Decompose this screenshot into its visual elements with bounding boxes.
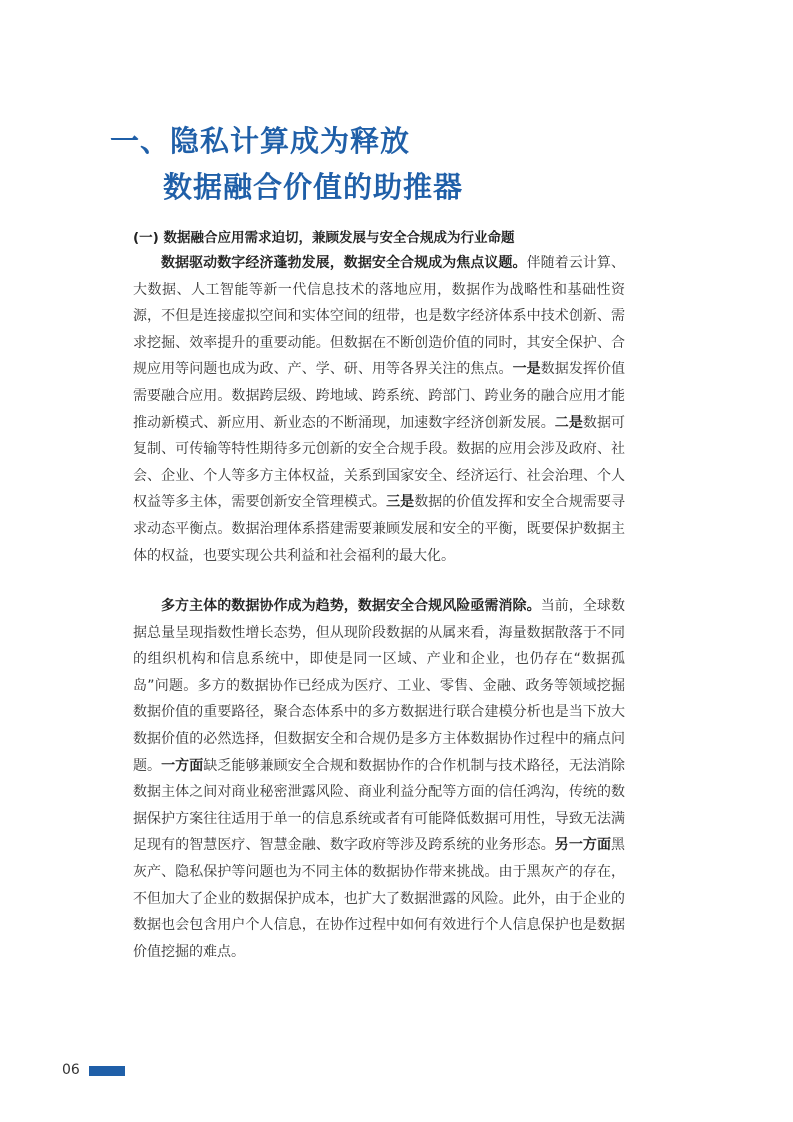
chapter-title-line-2: 数据融合价值的助推器 (163, 170, 464, 204)
paragraph-1-text-4: 数据的价值发挥和安全合规需要寻求动态平衡点。数据治理体系搭建需要兼顾发展和安全的平衡，既要保护数据主体的权益，也要实现公共利益和社会福利的最大化。 (133, 494, 626, 564)
paragraph-1-text-3: 数据可复制、可传输等特性期待多元创新的安全合规手段。数据的应用会涉及政府、社会、企业、个人等多方主体权益，关系到国家安全、经济运行、社会治理、个人权益等多主体，需要创新安全管理模式。 (133, 414, 626, 511)
paragraph-2-keyword-1: 一方面 (161, 757, 204, 774)
paragraph-2 (133, 593, 625, 965)
paragraph-2-text-2: 缺乏能够兼顾安全合规和数据协作的合作机制与技术路径，无法消除数据主体之间对商业秘密泄露风险、商业利益分配等方面的信任鸿沟，传统的数据保护方案往往适用于单一的信息系统或者有可能降低数据可用性，导致无法满足现有的智慧医疗、智慧金融、数字政府等涉及跨系统的业务形态。 (133, 757, 626, 854)
section-heading: (一) 数据融合应用需求迫切，兼顾发展与安全合规成为行业命题 (133, 230, 515, 246)
chapter-title-line-1: 一、隐私计算成为释放 (110, 124, 411, 158)
paragraph-1-lead: 数据驱动数字经济蓬勃发展，数据安全合规成为焦点议题。 (161, 255, 527, 271)
paragraph-1-keyword-3: 三是 (386, 494, 415, 511)
paragraph-1 (133, 250, 625, 569)
chapter-title (110, 118, 463, 210)
paragraph-2-text-1: 当前，全球数据总量呈现指数性增长态势，但从现阶段数据的从属来看，海量数据散落于不同的组织机构和信息系统中，即使是同一区域、产业和企业，也仍存在“数据孤岛”问题。多方的数据协作已经成为医疗、工业、零售、金融、政务等领域挖掘数据价值的重要路径，聚合态体系中的多方数据进行联合建模分析也是当下放大数据价值的必然选择，但数据安全和合规仍是多方主体数据协作过程中的痛点问题。 (133, 598, 625, 774)
page-number: 06 (62, 1062, 80, 1078)
paragraph-1-text-1: 伴随着云计算、大数据、人工智能等新一代信息技术的落地应用，数据作为战略性和基础性资源，不但是连接虚拟空间和实体空间的纽带，也是数字经济体系中技术创新、需求挖掘、效率提升的重要动能。但数据在不断创造价值的同时，其安全保护、合规应用等问题也成为政、产、学、研、用等各界关注的焦点。 (133, 255, 625, 378)
paragraph-2-keyword-2: 另一方面 (554, 837, 612, 854)
paragraph-1-keyword-1: 一是 (512, 361, 541, 378)
page-number-bar (89, 1066, 125, 1076)
paragraph-1-text-2: 数据发挥价值需要融合应用。数据跨层级、跨地域、跨系统、跨部门、跨业务的融合应用才能推动新模式、新应用、新业态的不断涌现，加速数字经济创新发展。 (133, 361, 626, 431)
paragraph-2-text-3: 黑灰产、隐私保护等问题也为不同主体的数据协作带来挑战。由于黑灰产的存在，不但加大了企业的数据保护成本，也扩大了数据泄露的风险。此外，由于企业的数据也会包含用户个人信息，在协作过程中如何有效进行个人信息保护也是数据价值挖掘的难点。 (133, 837, 626, 960)
paragraph-2-lead: 多方主体的数据协作成为趋势，数据安全合规风险亟需消除。 (161, 598, 541, 614)
paragraph-1-keyword-2: 二是 (554, 414, 583, 431)
